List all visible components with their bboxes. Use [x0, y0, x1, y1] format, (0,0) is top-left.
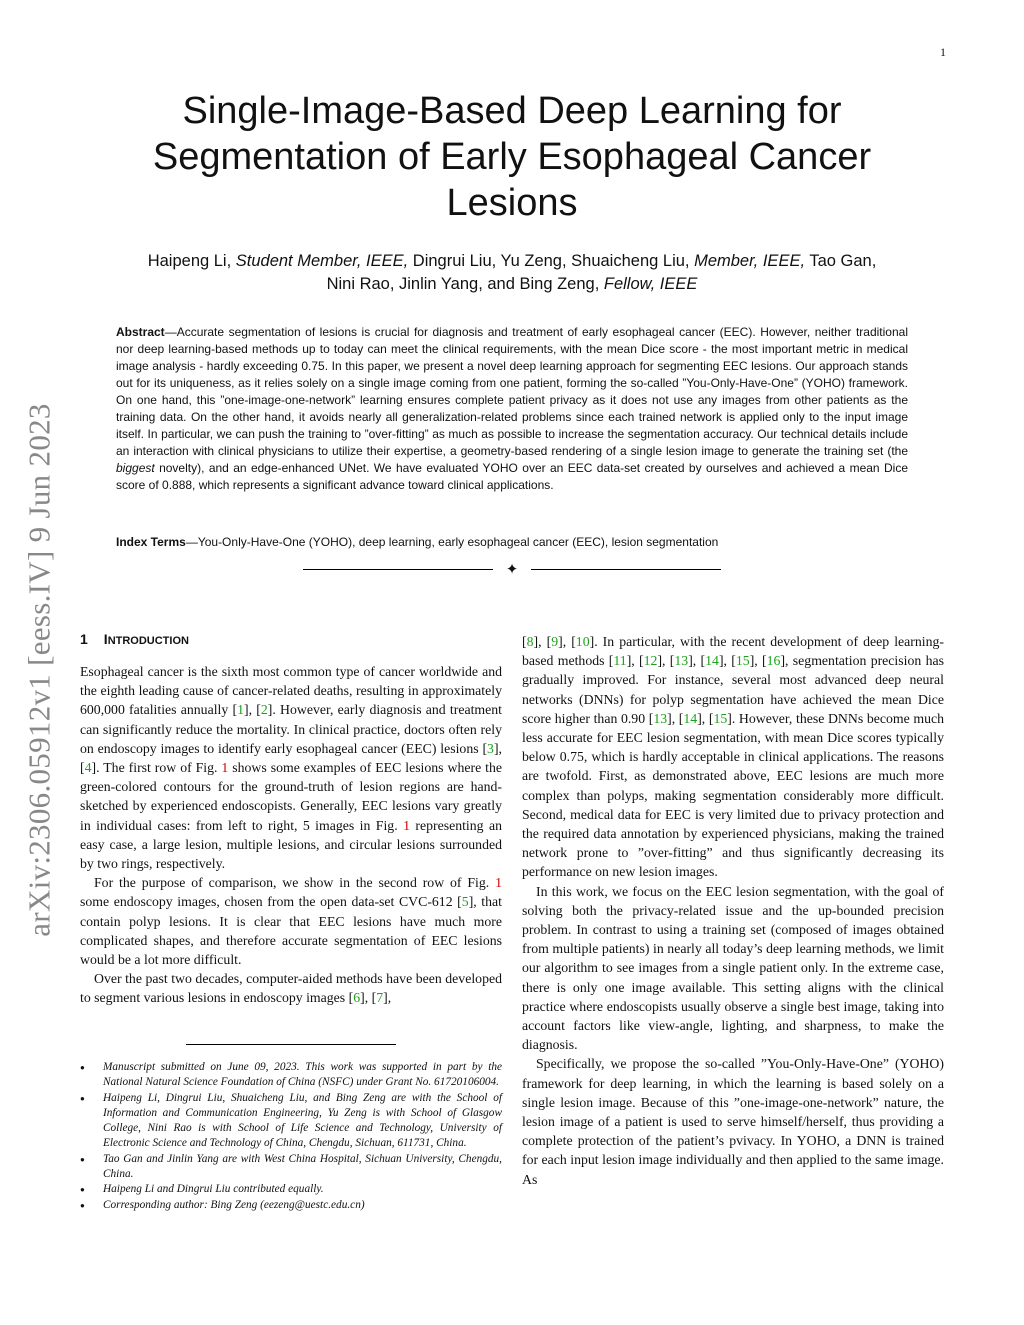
arxiv-stamp	[18, 367, 62, 973]
text: ], [	[667, 710, 684, 726]
citation-link[interactable]: 16	[766, 653, 781, 669]
citation-link[interactable]: 1	[237, 702, 244, 718]
author-text: Nini Rao, Jinlin Yang, and Bing Zeng,	[326, 275, 604, 293]
arxiv-stamp-text: arXiv:2306.05912v1 [eess.IV] 9 Jun 2023	[22, 403, 57, 937]
author-line-1	[70, 250, 954, 273]
section-number: 1	[80, 631, 88, 647]
citation-link[interactable]: 12	[643, 653, 658, 669]
figure-link[interactable]: 1	[221, 760, 229, 776]
separator-rule-left	[303, 569, 493, 570]
text: Over the past two decades, computer-aided methods have been developed to segment various lesions in endoscopy images [	[80, 971, 502, 1006]
page-number: 1	[940, 45, 946, 59]
text: ], [	[243, 702, 261, 718]
text: ], segmentation precision has gradually improved. For instance, several most advanced deep neural networks (DNNs) for polyp segmentation have achieved the mean Dice score higher than 0.90 [	[522, 653, 944, 726]
section-title-rest: NTRODUCTION	[107, 635, 189, 647]
text: ], [	[80, 740, 502, 776]
citation-link[interactable]: 11	[613, 653, 627, 669]
citation-link[interactable]: 8	[526, 634, 534, 649]
text: ]. In particular, with the recent development of deep learning-based methods [	[522, 634, 944, 669]
citation-link[interactable]: 5	[461, 894, 469, 910]
text: ], that contain polyp lesions. It is clear that EEC lesions have much more complicated shapes, and therefore accurate segmentation of EEC lesions would be a lot more difficult.	[80, 894, 502, 968]
text: ]. The first row of Fig.	[91, 760, 222, 776]
footnote: ● Haipeng Li, Dingrui Liu, Shuaicheng Liu, and Bing Zeng are with the School of Information and Communication Engineering, Yu Zeng is with School of Glasgow College, Nini Rao is with School of Life Science and Technology, University of Electronic Science and Technology of China, Chengdu, Sichuan, 611731, China.	[80, 1091, 502, 1152]
text: representing an easy case, a large lesion, multiple lesions, and circular lesions surrounded by two rings, respectively.	[80, 817, 502, 872]
citation-link[interactable]: 15	[735, 653, 750, 669]
text: ], [	[533, 634, 552, 649]
left-column	[80, 628, 502, 1008]
author-affiliation: Student Member, IEEE,	[235, 252, 409, 270]
index-terms	[116, 534, 908, 551]
paragraph: In this work, we focus on the EEC lesion segmentation, with the goal of solving both the privacy-related issue and the up-bounded precision problem. In contrast to using a training set (composed of images obtained from multiple patients) in nearly all today’s deep learning methods, we limit our algorithm to see images from a single patient only. In the extreme case, there is only one image available. This setting aligns with the clinical practice where endoscopists usually observe a single best image, taking into account factors like view-angle, lighting, and sharpness, to make the diagnosis.	[522, 883, 944, 1053]
author-text: Haipeng Li,	[147, 252, 236, 270]
citation-link[interactable]: 6	[353, 990, 361, 1006]
paragraph	[80, 873, 502, 969]
citation-link[interactable]: 10	[575, 634, 590, 649]
section-title-initial: I	[103, 631, 108, 647]
text: ], [	[657, 653, 675, 669]
abstract-label: Abstract	[116, 325, 165, 339]
text: For the purpose of comparison, we show in the second row of Fig.	[94, 875, 496, 891]
text: [	[522, 634, 527, 649]
text: ]. However, early diagnosis and treatment can significantly reduce the mortality. In clinical practice, doctors often rely on endoscopy images to identify early esophageal cancer (EEC) lesions [	[80, 702, 503, 756]
paragraph	[80, 662, 502, 873]
section-heading	[80, 628, 502, 652]
author-text: Dingrui Liu, Yu Zeng, Shuaicheng Liu,	[408, 252, 695, 270]
footnote: ● Haipeng Li and Dingrui Liu contributed equally.	[80, 1182, 502, 1197]
citation-link[interactable]: 2	[260, 702, 268, 718]
text: ], [	[749, 653, 767, 669]
separator-ornament-icon: ✦	[505, 560, 519, 578]
index-terms-label: Index Terms	[116, 535, 186, 549]
text: ], [	[558, 634, 576, 649]
text: ], [	[697, 710, 714, 726]
figure-link[interactable]: 1	[495, 875, 502, 891]
index-terms-text: —You-Only-Have-One (YOHO), deep learning, early esophageal cancer (EEC), lesion segmentation	[185, 535, 719, 549]
author-affiliation: Fellow, IEEE	[603, 275, 698, 293]
figure-link[interactable]: 1	[403, 817, 410, 833]
paragraph	[522, 632, 944, 882]
text: ]. However, these DNNs become much less accurate for EEC lesion segmentation, with mean Dice scores typically below 0.75, which is hardly acceptable in clinical applications. The reasons are twofold. First, as demonstrated above, EEC lesions are much more complex than polyps, making segmentation considerably more difficult. Second, medical data for EEC is very limited due to privacy protection and the required data annotation by experienced physicians, making the trained network prone to ”over-fitting” and thus significantly decreasing its performance on new lesion images.	[522, 710, 945, 880]
footnote-rule	[186, 1044, 396, 1045]
abstract-text-end: novelty), and an edge-enhanced UNet. We have evaluated YOHO over an EEC data-set created by ourselves and achieved a mean Dice score of 0.888, which represents a significant advance toward clinical applications.	[116, 461, 908, 492]
footnote: ● Manuscript submitted on June 09, 2023. This work was supported in part by the National Natural Science Foundation of China (NSFC) under Grant No. 61720106004.	[80, 1060, 502, 1091]
author-list	[70, 250, 954, 296]
text: shows some examples of EEC lesions where the green-colored contours for the ground-truth of lesion regions are hand-sketched by experienced endoscopists. Generally, EEC lesions vary greatly in individual cases: from left to right, 5 images in Fig.	[80, 760, 502, 833]
paragraph: Specifically, we propose the so-called ”You-Only-Have-One” (YOHO) framework for deep learning, in which the learning is based solely on a single lesion image. Because of this ”one-image-one-network” nature, the lesion image of a patient is used to serve himself/herself, thus providing a complete protection of the patient’s pvivacy. In YOHO, a DNN is trained for each input lesion image individually and then applied to the same image. As	[522, 1056, 944, 1187]
text: ], [	[718, 653, 736, 669]
abstract-italic: biggest	[116, 461, 155, 475]
text: Esophageal cancer is the sixth most common type of cancer worldwide and the eighth leading cause of cancer-related deaths, resulting in approximately 600,000 fatalities annually [	[80, 664, 502, 718]
footnote: ● Corresponding author: Bing Zeng (eezeng@uestc.edu.cn)	[80, 1198, 502, 1213]
citation-link[interactable]: 3	[487, 740, 494, 756]
paper-title: Single-Image-Based Deep Learning for Segmentation of Early Esophageal Cancer Lesions	[152, 90, 872, 224]
text: ], [	[626, 653, 644, 669]
citation-link[interactable]: 4	[84, 760, 92, 776]
text: ],	[383, 990, 392, 1006]
citation-link[interactable]: 13	[674, 653, 689, 669]
citation-link[interactable]: 13	[653, 710, 668, 726]
text: ], [	[688, 653, 706, 669]
abstract	[116, 324, 908, 494]
citation-link[interactable]: 9	[551, 634, 559, 649]
citation-link[interactable]: 14	[683, 710, 698, 726]
right-column	[522, 632, 944, 1189]
abstract-text: —Accurate segmentation of lesions is crucial for diagnosis and treatment of early esophageal cancer (EEC). However, neither traditional nor deep learning-based methods up to today can meet the clinical requirements, with the mean Dice score - the most important metric in medical image analysis - hardly exceeding 0.75. In this paper, we present a novel deep learning approach for segmenting EEC lesions. Our approach stands out for its uniqueness, as it relies solely on a single image coming from one patient, forming the so-called ”You-Only-Have-One” (YOHO) framework. On one hand, this ”one-image-one-network” learning ensures complete patient privacy as it does not use any images from other patients as the training data. On the other hand, it avoids nearly all generalization-related problems since each trained network is applied only to the input image itself. In particular, we can push the training to ”over-fitting” as much as possible to increase the segmentation accuracy. Our technical details include an interaction with clinical physicians to utilize their expertise, a geometry-based rendering of a single lesion image to generate the training set (the	[116, 325, 908, 458]
author-text: Tao Gan,	[805, 252, 877, 270]
citation-link[interactable]: 15	[713, 710, 728, 726]
text: some endoscopy images, chosen from the open data-set CVC-612 [	[80, 894, 462, 910]
citation-link[interactable]: 7	[376, 990, 384, 1006]
paragraph	[80, 969, 502, 1007]
author-affiliation: Member, IEEE,	[694, 252, 806, 270]
footnotes	[80, 1060, 502, 1213]
separator-rule-right	[531, 569, 721, 570]
footnote: ● Tao Gan and Jinlin Yang are with West China Hospital, Sichuan University, Chengdu, China.	[80, 1152, 502, 1183]
citation-link[interactable]: 14	[705, 653, 719, 669]
text: ], [	[360, 990, 377, 1006]
author-line-2	[70, 273, 954, 296]
